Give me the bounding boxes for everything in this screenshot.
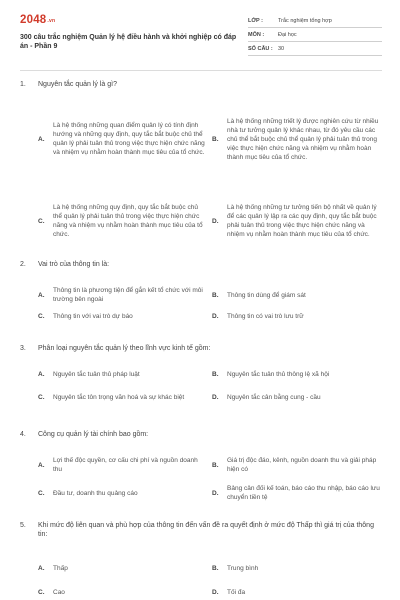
option-b[interactable] — [212, 453, 382, 477]
question-number: 4. — [20, 431, 26, 438]
option-letter: C. — [38, 312, 45, 320]
meta-label: LỚP : — [248, 17, 263, 24]
option-d[interactable] — [212, 385, 382, 409]
question-number: 5. — [20, 522, 26, 529]
question-4 — [20, 430, 382, 515]
option-letter: B. — [212, 461, 219, 469]
options — [38, 539, 382, 600]
question-body: Khi mức độ liên quan và phù hợp của thông tin đến vấn đề ra quyết định ở mức độ Thấp thì giá trị của thông tin: — [38, 522, 374, 538]
question-body: Công cụ quản lý tài chính bao gồm: — [38, 431, 149, 438]
question-text — [20, 80, 382, 89]
options — [38, 353, 382, 415]
option-c[interactable] — [38, 191, 208, 251]
option-d[interactable] — [212, 309, 382, 323]
question-text — [20, 430, 382, 439]
option-text: Thấp — [53, 564, 68, 572]
meta-label: MÔN : — [248, 31, 265, 38]
option-c[interactable] — [38, 309, 208, 323]
option-letter: B. — [212, 564, 219, 572]
option-b[interactable] — [212, 367, 382, 381]
option-letter: D. — [212, 393, 219, 401]
question-text — [20, 260, 382, 269]
question-body: Vai trò của thông tin là: — [38, 261, 110, 268]
option-text: Thông tin là phương tiện để gắn kết tổ chức với môi trường bên ngoài — [53, 287, 203, 303]
option-letter: A. — [38, 291, 45, 299]
document-header — [20, 14, 382, 60]
question-number: 1. — [20, 81, 26, 88]
option-letter: B. — [212, 135, 219, 143]
document-title: 300 câu trắc nghiệm Quản lý hệ điều hành và khởi nghiệp có đáp án - Phần 9 — [20, 34, 237, 50]
option-c[interactable] — [38, 385, 208, 409]
option-text: Nguyên tắc tôn trọng văn hoá và sự khác biệt — [53, 393, 185, 401]
header-divider — [20, 70, 382, 71]
question-body: Phân loại nguyên tắc quản lý theo lĩnh vực kinh tế gồm: — [38, 345, 211, 352]
option-d[interactable] — [212, 481, 382, 505]
option-c[interactable] — [38, 481, 208, 505]
option-text: Bảng cân đối kế toán, báo cáo thu nhập, báo cáo lưu chuyển tiền tệ — [227, 485, 380, 501]
option-letter: A. — [38, 135, 45, 143]
meta-value: 30 — [278, 45, 285, 52]
option-text: Thông tin có vai trò lưu trữ — [227, 312, 304, 320]
option-text: Nguyên tắc tuân thủ thông lệ xã hội — [227, 370, 330, 378]
option-text: Là hệ thống những quy định, quy tắc bắt buộc chủ thể quản lý phải tuân thủ trong việc thực hiện chức năng và nhiệm vụ nhằm hoàn thành mục tiêu của tổ chức. — [53, 204, 203, 238]
option-text: Cao — [53, 588, 65, 596]
option-text: Là hệ thống những tư tưởng tiến bộ nhất về quản lý để các quản lý lập ra các quy định, quy tắc bắt buộc phải tuân thủ trong việc thực hiện chức năng và nhiệm vụ nhằm hoàn thành mục tiêu của tổ chức. — [227, 204, 377, 238]
option-text: Thông tin dùng để giám sát — [227, 291, 306, 299]
option-letter: C. — [38, 393, 45, 401]
option-letter: A. — [38, 370, 45, 378]
option-letter: D. — [212, 588, 219, 596]
options — [38, 269, 382, 331]
option-letter: D. — [212, 217, 219, 225]
option-b[interactable] — [212, 283, 382, 307]
option-text: Nguyên tắc tuân thủ pháp luật — [53, 370, 140, 378]
option-b[interactable] — [212, 105, 382, 173]
option-b[interactable] — [212, 561, 382, 575]
meta-row-subject — [248, 28, 382, 42]
option-letter: A. — [38, 564, 45, 572]
option-letter: C. — [38, 588, 45, 596]
option-d[interactable] — [212, 585, 382, 599]
option-text: Lợi thế độc quyền, cơ cấu chi phí và nguồn doanh thu — [53, 457, 198, 473]
option-a[interactable] — [38, 367, 208, 381]
meta-label: SỐ CÂU : — [248, 45, 273, 52]
option-a[interactable] — [38, 105, 208, 173]
option-text: Là hệ thống những triết lý được nghiên cứu từ nhiều nhà tư tưởng quản lý khác nhau, từ đó yêu cầu các chủ thể bắt buộc chủ thể quản lý phải tuân thủ trong việc thực hiện chức năng và nhiệm vụ nhằm hoàn thành mục tiêu của tổ chức. — [227, 117, 379, 161]
options — [38, 439, 382, 515]
logo-text: 2048 — [20, 14, 47, 26]
meta-row-class — [248, 14, 382, 28]
option-c[interactable] — [38, 585, 208, 599]
option-text: Tối đa — [227, 588, 246, 596]
question-text — [20, 521, 382, 539]
option-text: Đầu tư, doanh thu quảng cáo — [53, 489, 138, 497]
option-letter: C. — [38, 489, 45, 497]
meta-value: Đại học — [278, 31, 297, 38]
meta-row-count — [248, 42, 382, 56]
option-letter: C. — [38, 217, 45, 225]
question-3 — [20, 344, 382, 415]
meta-value: Trắc nghiệm tổng hợp — [278, 17, 332, 24]
option-text: Là hệ thống những quan điểm quản lý có tính định hướng và những quy định, quy tắc bắt buộc chủ thể quản lý phải tuân thủ trong việc thực hiện chức năng và nhiệm vụ nhằm hoàn thành mục tiêu của tổ chức. — [53, 122, 205, 156]
option-a[interactable] — [38, 283, 208, 307]
option-letter: B. — [212, 370, 219, 378]
question-number: 2. — [20, 261, 26, 268]
option-d[interactable] — [212, 191, 382, 251]
option-letter: D. — [212, 489, 219, 497]
question-body: Nguyên tắc quản lý là gì? — [38, 81, 117, 88]
option-text: Nguyên tắc cân bằng cung - cầu — [227, 393, 321, 401]
option-text: Giá trị độc đáo, kênh, nguồn doanh thu và giải pháp hiện có — [227, 457, 377, 473]
options — [38, 89, 382, 259]
option-a[interactable] — [38, 561, 208, 575]
option-text: Trung bình — [227, 564, 259, 572]
question-text — [20, 344, 382, 353]
question-5 — [20, 521, 382, 600]
logo-tld: .vn — [47, 18, 56, 24]
question-number: 3. — [20, 345, 26, 352]
question-2 — [20, 260, 382, 331]
document-meta — [248, 14, 382, 56]
option-text: Thông tin với vai trò dự báo — [53, 312, 133, 320]
option-a[interactable] — [38, 453, 208, 477]
option-letter: B. — [212, 291, 219, 299]
option-letter: D. — [212, 312, 219, 320]
option-letter: A. — [38, 461, 45, 469]
question-1 — [20, 80, 382, 259]
